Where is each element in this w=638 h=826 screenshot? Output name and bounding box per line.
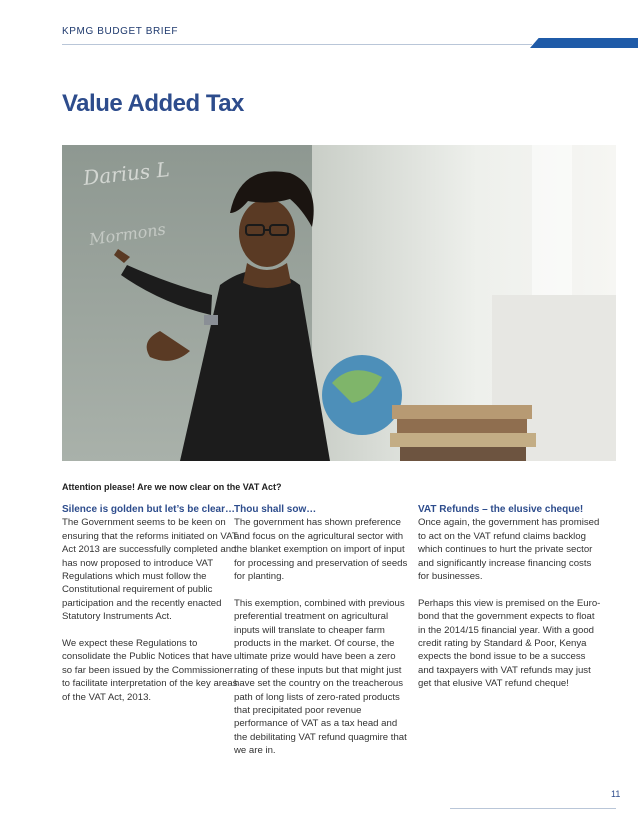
column-2-heading: Thou shall sow… xyxy=(234,504,317,515)
photo-caption: Attention please! Are we now clear on the VAT Act? xyxy=(62,482,282,492)
column-2-paragraph-1: The government has shown preference and focus on the agricultural sector with the blanket exemption on import of input for processing and preservation of seeds for planting. xyxy=(234,517,408,583)
column-3-paragraph-1: Once again, the government has promised to act on the VAT refund claims backlog which continues to hurt the private sector and significantly increase financing costs for businesses. xyxy=(418,517,600,583)
header-label: KPMG BUDGET BRIEF xyxy=(62,26,179,37)
column-1-paragraph-1: The Government seems to be keen on ensuring that the reforms initiated on VAT Act 2013 are successfully completed and has now proposed to introduce VAT Regulations which must follow the Constitutional requirement of public participation and the recently enacted Statutory Instruments Act. xyxy=(62,517,238,623)
column-3 xyxy=(418,503,604,704)
page-number: 11 xyxy=(611,789,621,799)
column-3-paragraph-2: Perhaps this view is premised on the Euro-bond that the government expects to float in the 2014/15 financial year. With a good credit rating by Standard & Poor, Kenya expects the bond issue to be a success and taxpayers with VAT refunds may just get that elusive VAT refund cheque! xyxy=(418,597,601,690)
column-1 xyxy=(62,503,240,717)
column-2-paragraph-2: This exemption, combined with previous preferential treatment on agricultural inputs will translate to cheaper farm products in the market. Of course, the ultimate prize would have been a zero rating of these inputs but that might just have set the country on the treacherous path of long lists of zero-rated products that precipitated poor revenue performance of VAT as a tax head and the debilitating VAT refund quagmire that we are in. xyxy=(234,597,407,757)
page-number-rule xyxy=(450,808,616,809)
page-title: Value Added Tax xyxy=(62,90,244,117)
chalk-text-2: Mormons xyxy=(87,219,167,249)
header-rule xyxy=(62,44,532,45)
chalk-text-1: Darius L xyxy=(82,157,171,190)
header-accent-bar xyxy=(530,38,638,48)
column-3-heading: VAT Refunds – the elusive cheque! xyxy=(418,504,584,515)
teacher-photo xyxy=(62,145,616,461)
column-1-heading: Silence is golden but let’s be clear… xyxy=(62,504,236,515)
column-2 xyxy=(234,503,412,771)
column-1-paragraph-2: We expect these Regulations to consolidate the Public Notices that have so far been issued by the Commissioner to facilitate interpretation of the key areas of the VAT Act, 2013. xyxy=(62,638,238,703)
teacher-photo-illustration xyxy=(62,145,616,461)
